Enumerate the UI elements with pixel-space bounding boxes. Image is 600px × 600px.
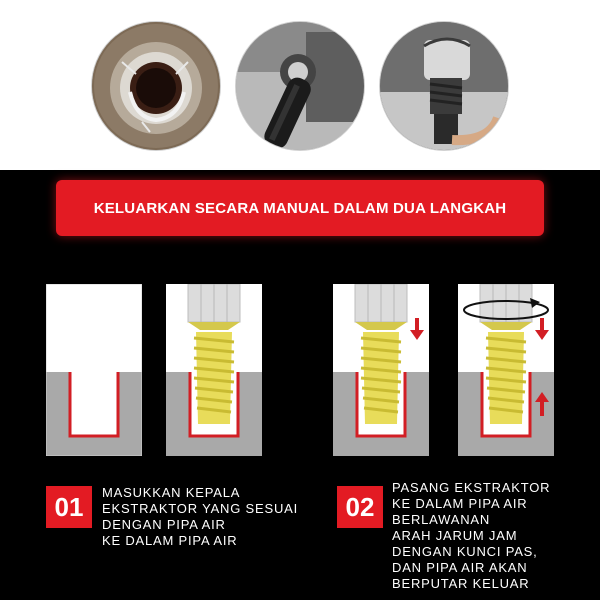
step-line: MASUKKAN KEPALA — [102, 485, 241, 500]
step-line: BERPUTAR KELUAR — [392, 576, 530, 591]
step-description — [102, 485, 298, 549]
step-line: BERLAWANAN — [392, 512, 491, 527]
step-line: DAN PIPA AIR AKAN — [392, 560, 528, 575]
step-description — [392, 480, 550, 592]
step-line: KE DALAM PIPA AIR — [392, 496, 528, 511]
photo-strip — [0, 0, 600, 170]
step-line: KE DALAM PIPA AIR — [102, 533, 238, 548]
step-line: EKSTRAKTOR YANG SESUAI — [102, 501, 299, 516]
step-number: 01 — [54, 491, 84, 522]
diagram-extractor-turning — [333, 284, 429, 456]
step-line: DENGAN KUNCI PAS, — [392, 544, 538, 559]
step-number-badge — [46, 486, 92, 528]
step-line: PASANG EKSTRAKTOR — [392, 480, 551, 495]
step-line: ARAH JARUM JAM — [392, 528, 518, 543]
step-number: 02 — [345, 491, 375, 522]
broken-pipe-end-photo — [92, 22, 220, 150]
extractor-in-pipe-photo — [236, 22, 364, 150]
diagram-extractor-unscrewing — [458, 284, 554, 456]
step-line: DENGAN PIPA AIR — [102, 517, 226, 532]
extractor-bit-photo — [380, 22, 508, 150]
banner-title: KELUARKAN SECARA MANUAL DALAM DUA LANGKAH — [93, 199, 507, 217]
diagram-empty-pipe — [46, 284, 142, 456]
title-banner — [56, 180, 544, 236]
step-number-badge — [337, 486, 383, 528]
diagram-extractor-inserted — [166, 284, 262, 456]
